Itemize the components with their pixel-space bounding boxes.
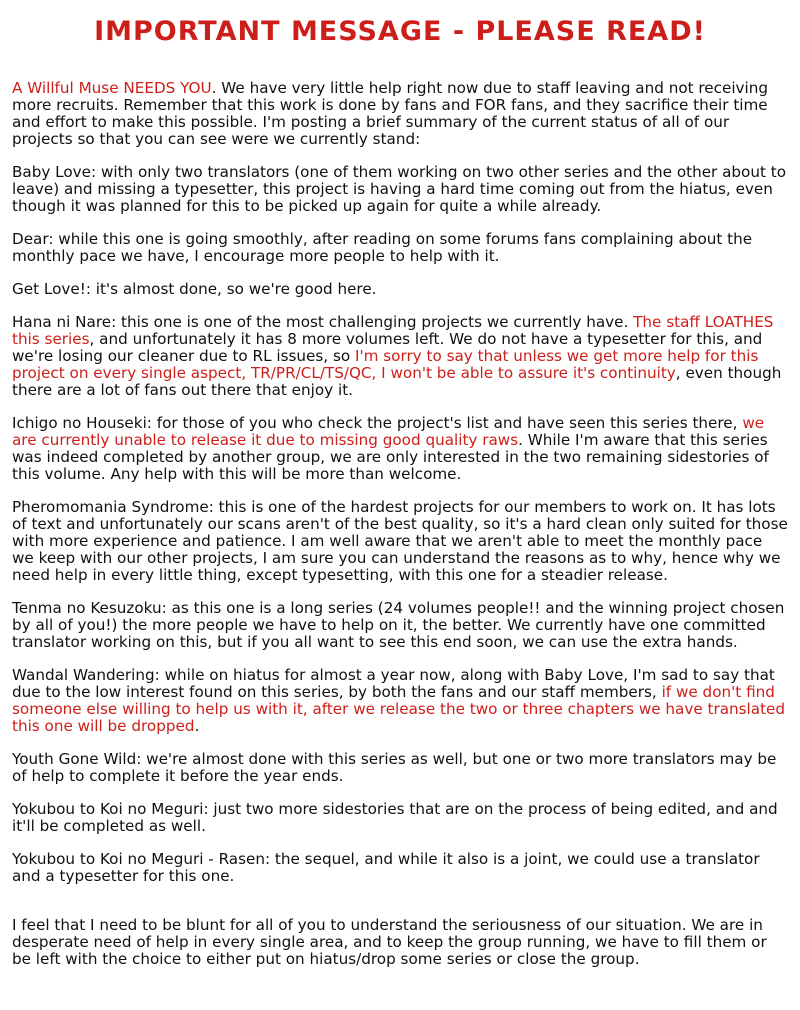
message-body xyxy=(12,80,788,984)
project-name: Dear xyxy=(12,230,49,248)
project-text: : with only two translators (one of them working on two other series and the other about to leave) and missing a typesetter, this project is having a hard time coming out from the hiatus, even though it was planned for this to be picked up again for quite a while already. xyxy=(12,163,787,215)
project-name: Youth Gone Wild xyxy=(12,750,137,768)
project-text: : for those of you who check the project's list and have seen this series there, xyxy=(146,414,743,432)
page-title: IMPORTANT MESSAGE - PLEASE READ! xyxy=(94,16,706,47)
intro-text: . We have very little help right now due to staff leaving and not receiving more recruits. Remember that this work is done by fans and FOR fans, and they sacrifice their time and effort to make this possible. I'm posting a brief summary of the current status of all of our projects so that you can see were we currently stand: xyxy=(12,79,769,148)
project-youth-gone-wild xyxy=(12,751,788,785)
project-wandal-wandering xyxy=(12,667,788,735)
project-text: . While I'm aware that this series was indeed completed by another group, we are only interested in the two remaining sidestories of this volume. Any help with this will be more than welcome. xyxy=(12,431,769,483)
project-text: : while this one is going smoothly, after reading on some forums fans complaining about the monthly pace we have, I encourage more people to help with it. xyxy=(12,230,753,265)
project-name: Yokubou to Koi no Meguri xyxy=(12,800,204,818)
project-baby-love xyxy=(12,164,788,215)
project-get-love xyxy=(12,281,788,298)
project-text: : we're almost done with this series as well, but one or two more translators may be of help to complete it before the year ends. xyxy=(12,750,777,785)
project-warning: if we don't find someone else willing to help us with it, after we release the two or three chapters we have translated this one will be dropped xyxy=(12,683,786,735)
project-pheromomania-syndrome xyxy=(12,499,788,584)
project-dear xyxy=(12,231,788,265)
closing-paragraph: I feel that I need to be blunt for all of you to understand the seriousness of our situation. We are in desperate need of help in every single area, and to keep the group running, we have to fill them or be left with the choice to either put on hiatus/drop some series or close the group. xyxy=(12,916,767,968)
project-text: . xyxy=(194,717,200,735)
project-text: : the sequel, and while it also is a joint, we could use a translator and a typesetter for this one. xyxy=(12,850,760,885)
project-text: : just two more sidestories that are on the process of being edited, and and it'll be completed as well. xyxy=(12,800,778,835)
project-warning: we are currently unable to release it due to missing good quality raws xyxy=(12,414,765,449)
project-name: Wandal Wandering xyxy=(12,666,155,684)
project-yokubou-to-koi-no-meguri-rasen xyxy=(12,851,788,885)
project-text: : this one is one of the most challenging projects we currently have. xyxy=(111,313,634,331)
project-name: Pheromomania Syndrome xyxy=(12,498,209,516)
project-name: Ichigo no Houseki xyxy=(12,414,147,432)
project-name: Get Love! xyxy=(12,280,86,298)
project-tenma-no-kesuzoku xyxy=(12,600,788,651)
project-text: : as this one is a long series (24 volumes people!! and the winning project chosen by all of you!) the more people we have to help on it, the better. We currently have one committed translator working on this, but if you all want to see this end soon, we can use the extra hands. xyxy=(12,599,785,651)
project-name: Hana ni Nare xyxy=(12,313,112,331)
project-text: , even though there are a lot of fans out there that enjoy it. xyxy=(12,364,782,399)
project-hana-ni-nare xyxy=(12,314,788,399)
project-text: : while on hiatus for almost a year now, along with Baby Love, I'm sad to say that due to the low interest found on this series, by both the fans and our staff members, xyxy=(12,666,775,701)
project-warning: The staff LOATHES this series xyxy=(12,313,774,348)
project-warning: I'm sorry to say that unless we get more help for this project on every single aspect, TR/PR/CL/TS/QC, I won't be able to assure it's continuity xyxy=(12,347,759,382)
intro-paragraph xyxy=(12,80,788,148)
project-text: , and unfortunately it has 8 more volumes left. We do not have a typesetter for this, and we're losing our cleaner due to RL issues, so xyxy=(12,330,763,365)
project-text: : it's almost done, so we're good here. xyxy=(85,280,377,298)
project-yokubou-to-koi-no-meguri xyxy=(12,801,788,835)
project-name: Yokubou to Koi no Meguri - Rasen xyxy=(12,850,265,868)
project-name: Tenma no Kesuzoku xyxy=(12,599,162,617)
intro-highlight: A Willful Muse NEEDS YOU xyxy=(12,79,212,97)
project-name: Baby Love xyxy=(12,163,91,181)
project-ichigo-no-houseki xyxy=(12,415,788,483)
project-text: : this is one of the hardest projects for our members to work on. It has lots of text and unfortunately our scans aren't of the best quality, so it's a hard clean only suited for those with more experience and patience. I am well aware that we aren't able to meet the monthly pace we keep with our other projects, I am sure you can understand the reasons as to why, hence why we need help in every little thing, except typesetting, with this one for a steadier release. xyxy=(12,498,788,584)
